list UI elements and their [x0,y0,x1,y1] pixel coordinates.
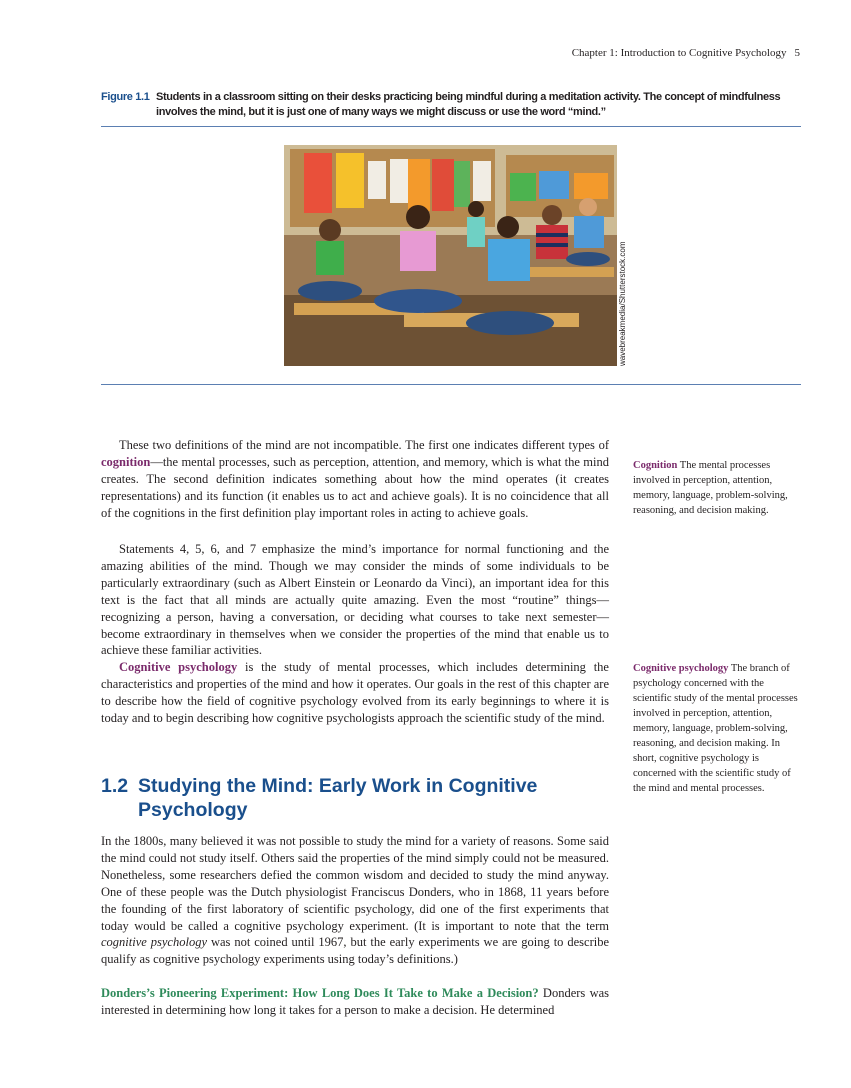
figure-caption-text: Students in a classroom sitting on their desks practicing being mindful during a meditation activity. The concept of mindfulness involves the mind, but it is just one of many ways we might discuss or use the word “mind.” [156,91,781,118]
running-head [572,47,800,59]
p3-text: is the study of mental processes, which includes determining the characteristics and properties of the mind and how it operates. Our goals in the rest of this chapter are to describe how the field of cognitive psychology evolved from its early beginnings to where it is today and to begin describing how cognitive psychologists approach the scientific study of the mind. [101,660,609,725]
key-term-cognitive-psychology: Cognitive psychology [119,660,238,674]
photo-credit: wavebreakmedia/Shutterstock.com [618,241,627,366]
paragraph-statements [101,541,609,659]
paragraph-definitions [101,437,609,522]
margin-text: The branch of psychology concerned with the scientific study of the mental processes involved in perception, attention, memory, language, problem-solving, reasoning, and decision making. In short, cognitive psychology is concerned with the scientific study of the mind and mental processes. [633,663,798,794]
p4-text-end: was not coined until 1967, but the early experiments we are going to describe qualify as cognitive psychology experiments using today’s definitions.) [101,935,610,967]
p2-text: Statements 4, 5, 6, and 7 emphasize the mind’s importance for normal functioning and the amazing abilities of the mind. Though we may consider the minds of some individuals to be particularly extraordinary (such as Albert Einstein or Leonardo da Vinci), an important idea for this text is the fact that all minds are actually quite amazing. Even the most “routine” things—recognizing a person, having a conversation, or deciding what courses to take next semester—become extraordinary in themselves when we consider the properties of the mind that enable us to achieve these familiar activities. [101,542,609,658]
figure-photo-meditating-students [284,145,617,366]
margin-definition-cognitive-psychology [633,661,803,796]
key-term-cognition: cognition [101,454,151,469]
figure-caption [101,90,791,120]
figure-bottom-rule [101,384,801,385]
paragraph-early-work [101,833,609,968]
p1-text-end: —the mental processes, such as perception, attention, and memory, which is what the mind creates. The second definition indicates something about how the mind operates (it creates representations) and its function (it enables us to act and achieve goals). It is no coincidence that all of the cognitions in the first definition play important roles in acting to achieve goals. [101,454,609,520]
figure-top-rule [101,126,801,127]
p5-text: Donders was interested in determining how long it takes for a person to make a decision. He determined [101,986,610,1017]
chapter-title: Chapter 1: Introduction to Cognitive Psychology [571,47,787,59]
section-number: 1.2 [101,775,129,797]
subsection-heading: Donders’s Pioneering Experiment: How Long Does It Take to Make a Decision? [101,986,539,1000]
figure-label: Figure 1.1 [101,91,150,103]
section-title: Studying the Mind: Early Work in Cognitive Psychology [138,775,538,821]
page-number: 5 [794,47,800,59]
paragraph-cognitive-psychology [101,659,609,727]
margin-term: Cognition [633,460,678,471]
section-heading [101,774,621,822]
margin-term: Cognitive psychology [633,663,729,674]
margin-definition-cognition [633,458,803,518]
margin-text: The mental processes involved in perception, attention, memory, language, problem-solving, reasoning, and decision making. [633,460,788,516]
p1-text-start: These two definitions of the mind are not incompatible. The first one indicates different types of [119,438,609,452]
p4-italic-term: cognitive psychology [101,935,207,950]
paragraph-donders [101,985,609,1019]
p4-text-start: In the 1800s, many believed it was not possible to study the mind for a variety of reasons. Some said the mind could not study itself. Others said the properties of the mind simply could not be measured. Nonetheless, some researchers defied the common wisdom and decided to study the mind anyway. One of these people was the Dutch physiologist Franciscus Donders, who in 1868, 11 years before the founding of the first laboratory of scientific psychology, did one of the first experiments that today would be called a cognitive psychology experiment. (It is important to note that the term [101,834,609,933]
